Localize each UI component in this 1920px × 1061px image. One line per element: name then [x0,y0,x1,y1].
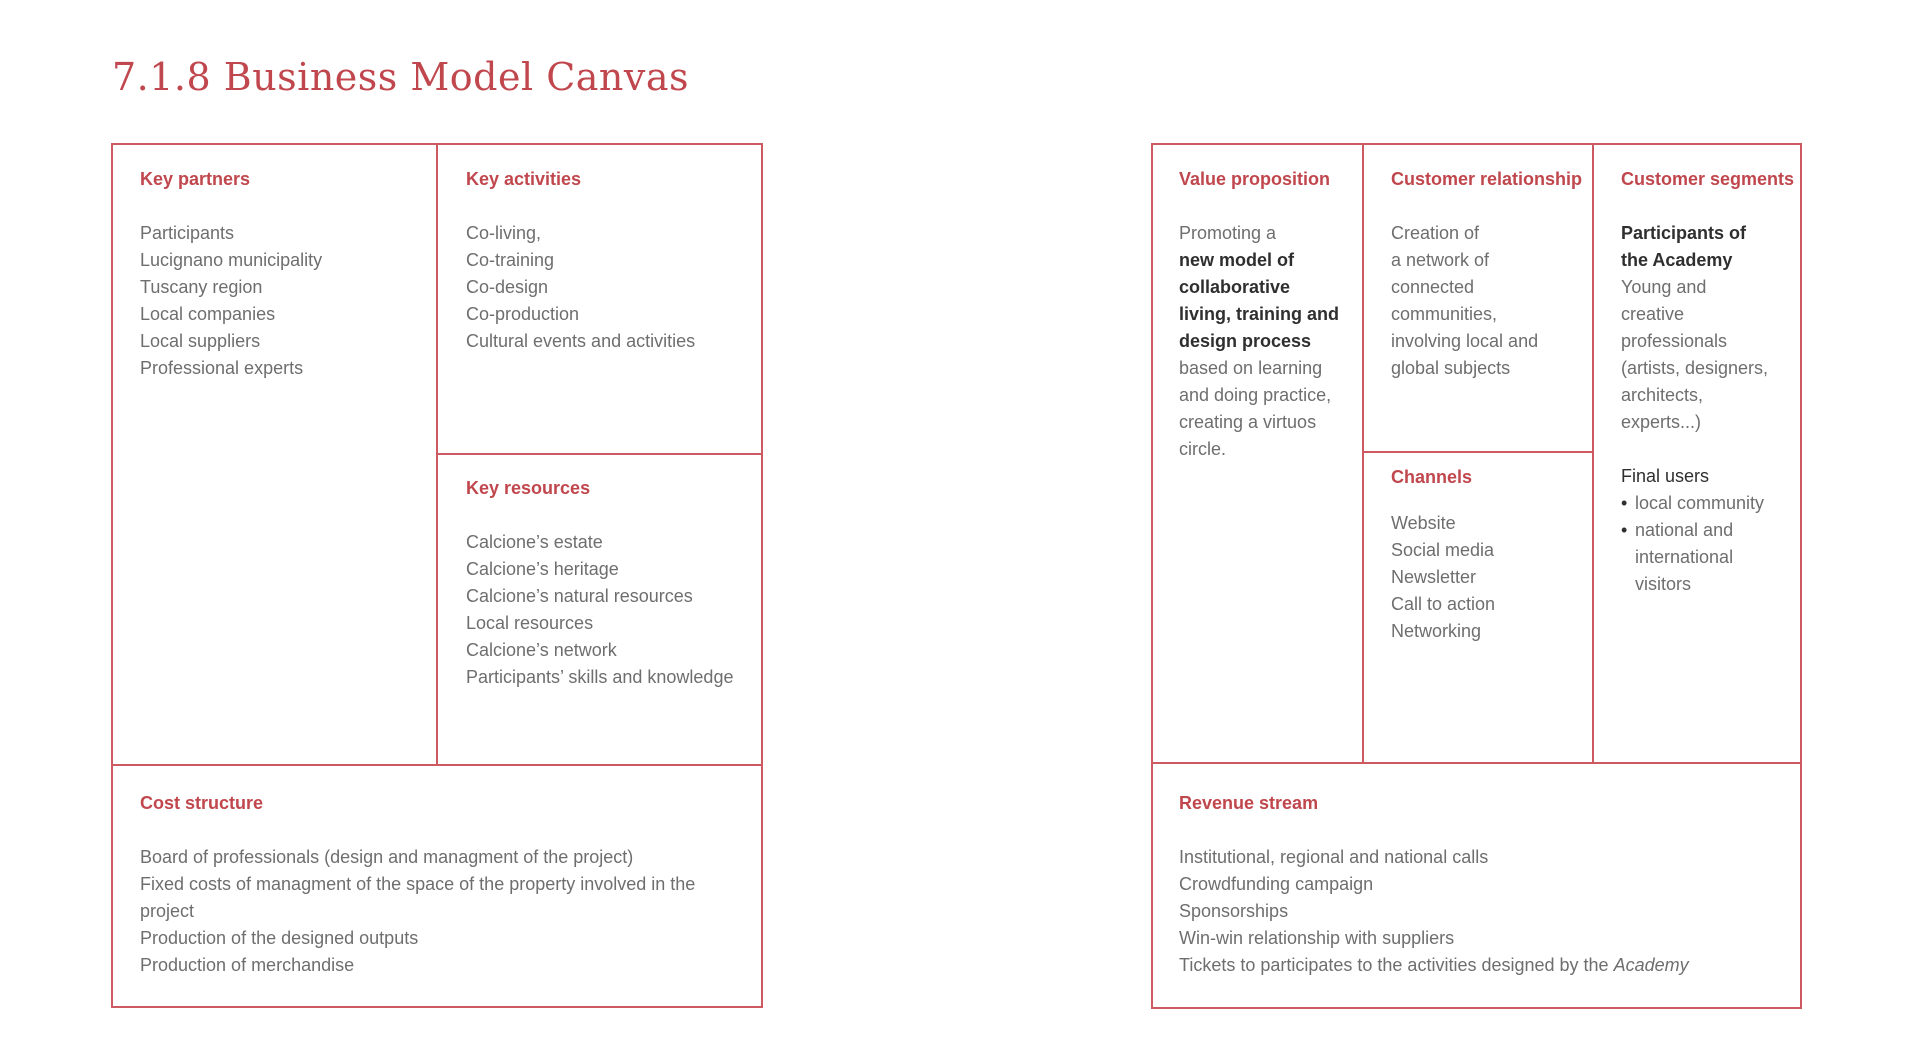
list-item: Local resources [466,613,594,633]
key-partners-section [140,166,430,382]
list-item: Co-living, [466,223,542,243]
cost-structure-section [140,790,750,979]
list-item: Co-training [466,250,555,270]
segment-title: Final users [1621,466,1710,486]
text-line-bold: living, training and [1179,304,1340,324]
value-proposition-heading: Value proposition [1179,169,1331,189]
value-proposition-section [1179,166,1359,463]
text-line-bold: new model of [1179,250,1295,270]
text-line: involving local and [1391,331,1539,351]
list-item: Local suppliers [140,331,261,351]
list-item [1179,952,1789,979]
list-item: Lucignano municipality [140,250,323,270]
border-right [761,143,763,1008]
key-resources-list [466,529,756,691]
bullet-item [1621,517,1799,598]
border-top [1151,143,1802,145]
text-line: professionals [1621,331,1728,351]
list-item: Production of the designed outputs [140,928,419,948]
list-item: Calcione’s network [466,640,617,660]
list-item: Calcione’s estate [466,532,603,552]
revenue-stream-heading: Revenue stream [1179,793,1319,813]
key-activities-section [466,166,756,355]
text-line: visitors [1635,574,1692,594]
customer-segments-text [1621,220,1799,598]
key-partners-list [140,220,430,382]
list-item: Fixed costs of managment of the space of the property involved in the [140,874,696,894]
text-line: circle. [1179,439,1227,459]
text-line: (artists, designers, [1621,358,1769,378]
customer-segments-heading: Customer segments [1621,169,1795,189]
key-activities-list [466,220,756,355]
key-partners-heading: Key partners [140,169,251,189]
bullet-icon: • [1621,520,1628,540]
text-line: local community [1635,493,1765,513]
text-line: Young and [1621,277,1707,297]
list-item: Participants [140,223,235,243]
customer-relationship-heading: Customer relationship [1391,169,1583,189]
value-proposition-text [1179,220,1359,463]
list-item: Tuscany region [140,277,263,297]
channels-heading: Channels [1391,467,1473,487]
border-left [111,143,113,1008]
cost-structure-heading: Cost structure [140,793,264,813]
list-item: Production of merchandise [140,955,355,975]
divider-horizontal [1362,451,1594,453]
list-item-text: Tickets to participates to the activities designed by the [1179,955,1614,975]
border-right [1800,143,1802,1009]
text-line: experts...) [1621,412,1702,432]
customer-relationship-section [1391,166,1591,382]
list-item: Call to action [1391,594,1496,614]
text-line: architects, [1621,385,1704,405]
list-item: Institutional, regional and national calls [1179,847,1489,867]
divider-bottom [1151,762,1802,764]
divider-horizontal [436,453,763,455]
text-line: international [1635,547,1734,567]
text-line: connected [1391,277,1475,297]
page-title: 7.1.8 Business Model Canvas [112,55,690,100]
divider-vertical-1 [1362,143,1364,763]
list-item: Cultural events and activities [466,331,696,351]
text-line: communities, [1391,304,1498,324]
cost-structure-list [140,844,750,979]
key-resources-section [466,475,756,691]
list-item: Local companies [140,304,276,324]
segment-title: Participants of [1621,223,1747,243]
text-line: based on learning [1179,358,1323,378]
text-line: creative [1621,304,1685,324]
text-line: creating a virtuos [1179,412,1317,432]
channels-section [1391,464,1591,645]
list-item: Win-win relationship with suppliers [1179,928,1455,948]
segment-title: the Academy [1621,250,1733,270]
customer-relationship-text [1391,220,1591,382]
list-item: Participants’ skills and knowledge [466,667,734,687]
list-item: Sponsorships [1179,901,1289,921]
list-item: Networking [1391,621,1482,641]
customer-segments-section [1621,166,1799,598]
bullet-icon: • [1621,493,1628,513]
list-item: Newsletter [1391,567,1477,587]
bullet-item [1621,490,1799,517]
revenue-stream-section [1179,790,1789,979]
border-bottom [1151,1007,1802,1009]
list-item: Co-production [466,304,580,324]
text-line: Promoting a [1179,223,1277,243]
border-left [1151,143,1153,1009]
text-line: and doing practice, [1179,385,1332,405]
list-item: Board of professionals (design and managment of the project) [140,847,634,867]
key-resources-heading: Key resources [466,478,591,498]
text-line-bold: collaborative [1179,277,1291,297]
text-line: Creation of [1391,223,1480,243]
border-bottom [111,1006,763,1008]
list-item: Calcione’s heritage [466,559,619,579]
divider-vertical-2 [1592,143,1594,763]
list-item: Calcione’s natural resources [466,586,693,606]
list-item: Professional experts [140,358,304,378]
text-line: global subjects [1391,358,1511,378]
text-line: a network of [1391,250,1490,270]
text-line-bold: design process [1179,331,1312,351]
revenue-stream-list [1179,844,1789,979]
list-item: Social media [1391,540,1495,560]
list-item-italic: Academy [1613,955,1689,975]
divider-bottom [111,764,763,766]
list-item: Co-design [466,277,549,297]
channels-list [1391,510,1591,645]
list-item: Crowdfunding campaign [1179,874,1374,894]
list-item: project [140,901,195,921]
text-line: national and [1635,520,1734,540]
key-activities-heading: Key activities [466,169,582,189]
list-item: Website [1391,513,1456,533]
